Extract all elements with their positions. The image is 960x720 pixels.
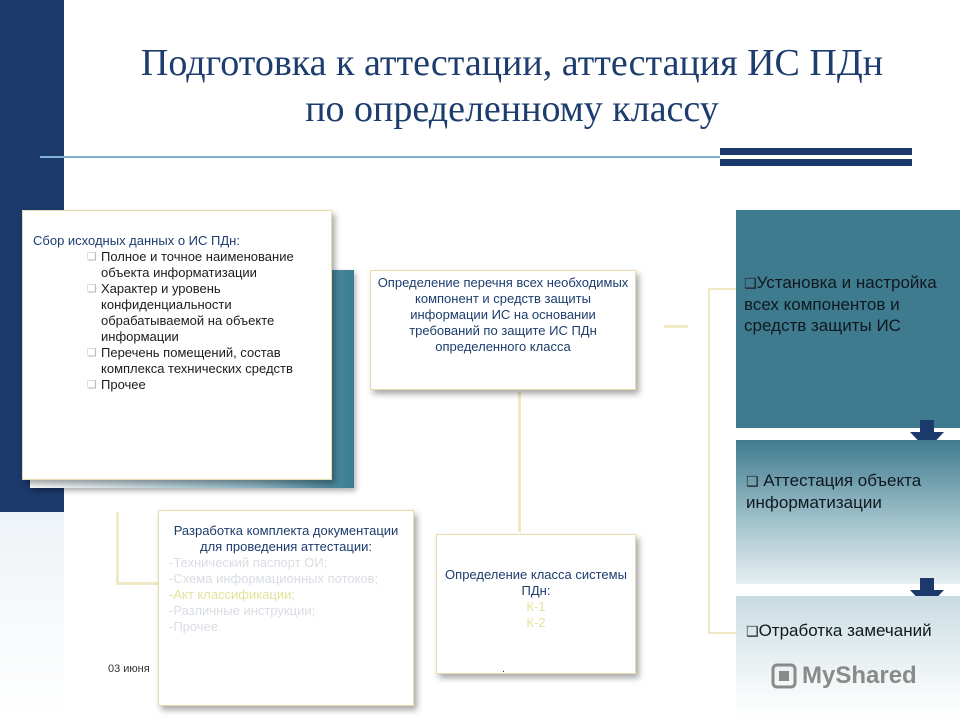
list-item-text: Характер и уровень конфиденциальности обрабатываемой на объекте информации <box>101 281 275 344</box>
list-item <box>33 377 319 393</box>
class-definition-box <box>436 534 636 674</box>
list-item-text: Перечень помещений, состав комплекса технических средств <box>101 345 293 376</box>
source-data-box <box>22 210 332 480</box>
components-definition-text: Определение перечня всех необходимых компонент и средств защиты информации ИС на основании требований по защите ИС ПДн определенного класса <box>377 275 629 354</box>
documentation-item: -Прочее. <box>169 619 222 634</box>
checkbox-bullet-icon: ❑ <box>746 473 759 489</box>
class-item: К-2 <box>526 615 546 630</box>
title-underline <box>40 156 720 158</box>
step-install <box>736 210 960 428</box>
title-accent-bar <box>720 148 912 155</box>
slide-title <box>64 40 960 132</box>
list-item <box>33 249 319 281</box>
footer-date: 03 июня <box>108 663 150 675</box>
step-label: Установка и настройка всех компонентов и средств защиты ИС <box>744 273 937 335</box>
list-item-text: Прочее <box>101 377 146 392</box>
watermark-logo-icon <box>770 662 798 690</box>
slide-title-line1: Подготовка к аттестации, аттестация ИС ПДн <box>140 42 884 84</box>
documentation-item: -Схема информационных потоков; <box>169 571 379 586</box>
step-label: Отработка замечаний <box>758 621 932 640</box>
checkbox-bullet-icon: ❑ <box>87 251 97 263</box>
title-accent-bar <box>720 159 912 166</box>
connector-line <box>116 582 160 585</box>
documentation-item: -Акт классификации; <box>169 587 296 602</box>
slide-title-line2: по определенному классу <box>305 88 719 130</box>
documentation-heading: Разработка комплекта документации для проведения аттестации: <box>173 523 399 554</box>
checkbox-bullet-icon: ❑ <box>744 275 757 291</box>
connector-line <box>518 392 521 532</box>
watermark-text: MyShared <box>802 662 917 689</box>
footer-number: . <box>502 663 506 675</box>
checkbox-bullet-icon: ❑ <box>87 347 97 359</box>
source-data-heading: Сбор исходных данных о ИС ПДн: <box>33 233 240 248</box>
checkbox-bullet-icon: ❑ <box>87 283 97 295</box>
watermark <box>770 660 917 692</box>
components-definition-box <box>370 270 636 390</box>
checkbox-bullet-icon: ❑ <box>87 379 97 391</box>
documentation-item: -Технический паспорт ОИ; <box>169 555 328 570</box>
list-item-text: Полное и точное наименование объекта информатизации <box>101 249 294 280</box>
documentation-item: -Различные инструкции; <box>169 603 316 618</box>
connector-line <box>116 512 119 584</box>
class-item: К-1 <box>526 599 546 614</box>
connector-line <box>664 325 688 328</box>
step-remarks <box>736 596 960 720</box>
checkbox-bullet-icon: ❑ <box>746 623 759 639</box>
step-label: Аттестация объекта информатизации <box>746 471 922 512</box>
steps-bracket <box>708 288 738 634</box>
class-definition-heading: Определение класса системы ПДн: <box>445 567 627 598</box>
list-item <box>33 281 319 345</box>
left-decor-shade <box>0 512 64 720</box>
documentation-box <box>158 510 414 706</box>
step-attestation <box>736 440 960 584</box>
list-item <box>33 345 319 377</box>
